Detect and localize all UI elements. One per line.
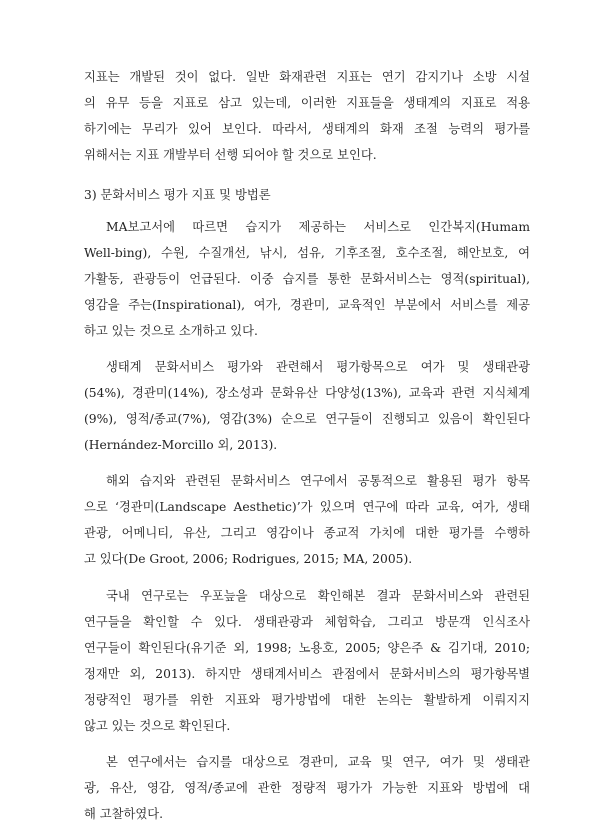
text-line: MA보고서에 따르면 습지가 제공하는 서비스로 인간복지(Humam [106,220,530,234]
text-line: 위해서는 지표 개발부터 선행 되어야 할 것으로 보인다. [84,148,377,162]
text-line: Well-bing), 수원, 수질개선, 낚시, 섬유, 기후조절, 호수조절, 해안보호, 여 [84,246,530,260]
text-line: 광, 유산, 영감, 영적/종교에 관한 정량적 평가가 가능한 지표와 방법에 대 [84,781,530,795]
text-line: 하기에는 무리가 있어 보인다. 따라서, 생태계의 화재 조절 능력의 평가를 [84,122,530,136]
text-line: 고 있다(De Groot, 2006; Rodrigues, 2015; MA, 2005). [84,552,413,566]
text-line: 국내 연구로는 우포늪을 대상으로 확인해본 결과 문화서비스와 관련된 [106,589,530,603]
text-line: 관광, 어메니티, 유산, 그리고 영감이나 종교적 가치에 대한 평가를 수행하 [84,526,530,540]
text-line: 연구들을 확인할 수 있다. 생태관광과 체험학습, 그리고 방문객 인식조사 [84,615,530,629]
text-line: 정재만 외, 2013). 하지만 생태계서비스 관점에서 문화서비스의 평가항목별 [84,667,530,681]
text-line: 지표는 개발된 것이 없다. 일반 화재관련 지표는 연기 감지기나 소방 시설 [84,70,530,84]
text-line: 연구들이 확인된다(유기준 외, 1998; 노용호, 2005; 양은주 & 김기대, 2010; [84,641,530,655]
text-line: 하고 있는 것으로 소개하고 있다. [84,324,258,338]
text-line: (9%), 영적/종교(7%), 영감(3%) 순으로 연구들이 진행되고 있음이 확인된다 [84,412,530,426]
text-line: (Hernández-Morcillo 외, 2013). [84,438,278,452]
text-line: 해 고찰하였다. [84,807,164,821]
text-line: 않고 있는 것으로 확인된다. [84,719,231,733]
text-line: 영감을 주는(Inspirational), 여가, 경관미, 교육적인 부분에서 서비스를 제공 [84,298,530,312]
text-line: 본 연구에서는 습지를 대상으로 경관미, 교육 및 연구, 여가 및 생태관 [106,755,530,769]
text-line: (54%), 경관미(14%), 장소성과 문화유산 다양성(13%), 교육과 관련 지식체계 [84,386,530,400]
section-heading: 3) 문화서비스 평가 지표 및 방법론 [84,188,271,202]
text-line: 정량적인 평가를 위한 지표와 평가방법에 대한 논의는 활발하게 이뤄지지 [84,693,530,707]
text-line: 의 유무 등을 지표로 삼고 있는데, 이러한 지표들을 생태계의 지표로 적용 [84,96,530,110]
text-line: 가활동, 관광등이 언급된다. 이중 습지를 통한 문화서비스는 영적(spiritual), [84,272,530,286]
text-line: 생태계 문화서비스 평가와 관련해서 평가항목으로 여가 및 생태관광 [106,360,530,374]
text-line: 으로 ‘경관미(Landscape Aesthetic)’가 있으며 연구에 따라 교육, 여가, 생태 [84,500,530,514]
text-line: 해외 습지와 관련된 문화서비스 연구에서 공통적으로 활용된 평가 항목 [106,474,530,488]
